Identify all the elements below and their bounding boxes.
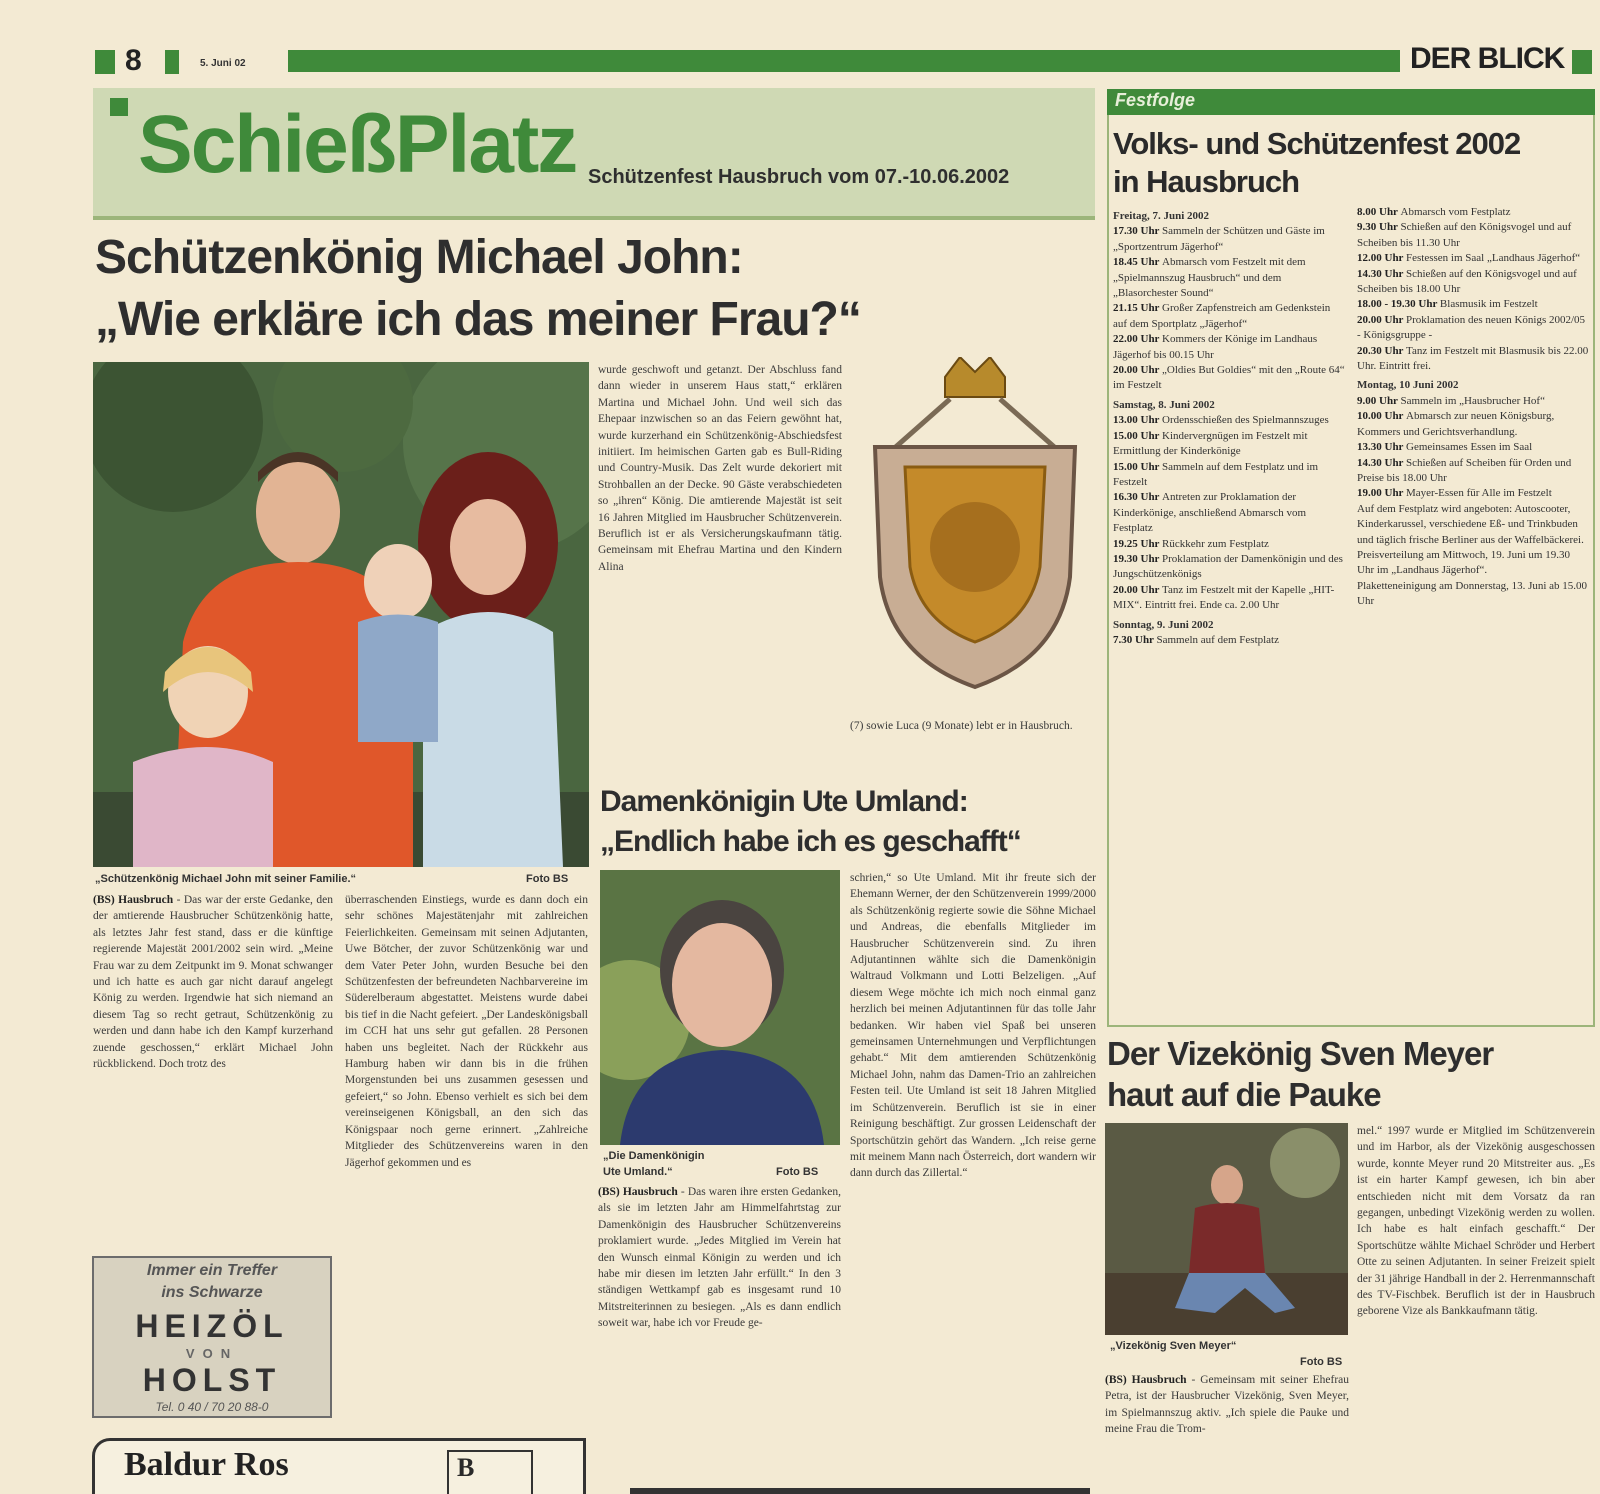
festfolge-entry-time: 9.00 Uhr bbox=[1357, 394, 1401, 407]
festfolge-entry-text: Abmarsch zur neuen Königsburg, Kommers und Gerichtsverhandlung. bbox=[1357, 410, 1555, 438]
festfolge-entry bbox=[1113, 413, 1345, 428]
heizoel-ad-phone: Tel. 0 40 / 70 20 88-0 bbox=[155, 1400, 269, 1414]
main-article-col2: überraschenden Einstiegs, wurde es dann doch ein sehr schönes Majestätenjahr mit zahlreichen Feierlichkeiten. Gemeinsam mit seinen Adjutanten, Uwe Bötcher, der zuvor Schützenkönig war und dem Vater Peter John, wurden Besuche bei den Schützenfesten der befreundeten Nachbarvereine im Süderelberaum abgestattet. Meistens wurde dabei bis tief in die Nacht gefeiert. „Der Landeskönigsball im CCH hat uns sehr gut gefallen. 28 Personen haben uns begleitet. Nach der Rückkehr aus Hamburg haben wir dann bis in die frühen Morgenstunden bei uns zusammen gesessen und gefeiert,“ so John. Ebenso verhielt es sich bei dem vereinseigenen Königsball, an den sich das Königspaar noch gerne erinnert. „Zahlreiche Mitglieder des Schützenvereins waren in den Jägerhof gekommen und es bbox=[345, 894, 588, 1169]
festfolge-entry-time: 14.30 Uhr bbox=[1357, 267, 1406, 280]
festfolge-entry-text: Großer Zapfenstreich am Gedenkstein auf dem Sportplatz „Jägerhof“ bbox=[1113, 302, 1331, 330]
section-title: SchießPlatz bbox=[138, 99, 577, 190]
header-square-left bbox=[95, 50, 115, 74]
festfolge-left-column bbox=[1113, 205, 1345, 1020]
heizoel-ad-line3: HEIZÖL bbox=[135, 1308, 289, 1344]
festfolge-entry bbox=[1113, 552, 1345, 583]
festfolge-entry bbox=[1357, 205, 1589, 220]
festfolge-entry bbox=[1357, 579, 1589, 610]
festfolge-entry-time: 17.30 Uhr bbox=[1113, 225, 1162, 238]
festfolge-entry bbox=[1113, 633, 1345, 648]
ute-photo bbox=[600, 870, 840, 1145]
festfolge-entry-text: Mayer-Essen für Alle im Festzelt bbox=[1406, 487, 1552, 500]
festfolge-day-heading: Sonntag, 9. Juni 2002 bbox=[1113, 618, 1214, 631]
ute-caption-line1: „Die Damenkönigin bbox=[603, 1150, 705, 1162]
festfolge-entry bbox=[1113, 332, 1345, 363]
festfolge-entry bbox=[1357, 267, 1589, 298]
festfolge-entry-text: Sammeln der Schützen und Gäste im „Sportzentrum Jägerhof“ bbox=[1113, 225, 1325, 253]
festfolge-entry-time: 22.00 Uhr bbox=[1113, 333, 1162, 346]
heizoel-ad-line2: ins Schwarze bbox=[161, 1284, 263, 1301]
festfolge-entry-time: 15.00 Uhr bbox=[1113, 429, 1162, 442]
main-headline-line1: Schützenkönig Michael John: bbox=[95, 231, 743, 284]
festfolge-entry-time: 16.30 Uhr bbox=[1113, 491, 1162, 504]
festfolge-entry-time: 21.15 Uhr bbox=[1113, 302, 1162, 315]
ute-article-col2: schrien,“ so Ute Umland. Mit ihr freute sich der Ehemann Werner, der den Schützenverein 1999/2000 als Schützenkönig regierte sowie die Söhne Michael und Andreas, die ebenfalls Mitglieder im Hausbrucher Schützenverein sind. Zu ihren Adjutantinnen wählte sich die Damenkönigin Waltraud Volkmann und Lotti Belzeligen. „Auf diesem Wege möchte ich mich noch einmal ganz herzlich bei meinen Adjutantinnen für das tolle Jahr bedanken. Wir haben viel Spaß bei unseren gemeinsamen Unternehmungen und Verpflichtungen gehabt.“ Mit dem amtierenden Schützenkönig Michael John, nahm das Damen-Trio an zahlreichen Festen teil. Ute Umland ist seit 18 Jahren Mitglied im Schützenverein. Beruflich ist sie in einer Reinigung beschäftigt. Zur grossen Leidenschaft der Sportschützin gehört das Wandern. „Ich reise gerne mit meinem Mann nach Österreich, dort wandern wir dann durch das Zillertal.“ bbox=[850, 872, 1096, 1180]
festfolge-entry-time: 13.30 Uhr bbox=[1357, 441, 1406, 454]
sven-photo bbox=[1105, 1123, 1348, 1335]
festfolge-entry-text: Sammeln auf dem Festplatz und im Festzelt bbox=[1113, 460, 1319, 488]
king-shield-image bbox=[850, 357, 1100, 702]
festfolge-entry bbox=[1357, 344, 1589, 375]
main-article-col1: (BS) Hausbruch - Das war der erste Gedanke, den der amtierende Hausbrucher Schützenkönig hatte, als letztes Jahr fest stand, dass er die künftige regierende Majestät 2001/2002 sein wird. „Meine Frau war zu dem Zeitpunkt im 9. Monat schwanger und ich hatte es auch gar nicht darauf angelegt König zu werden. Irgendwie hat sich niemand an diesem Tag so recht getraut, Schützenkönig zu werden und dann habe ich den Kampf kurzerhand zuende geschossen,“ erklärt Michael John rückblickend. Doch trotz des bbox=[93, 894, 333, 1071]
sven-photo-credit: Foto BS bbox=[1300, 1356, 1343, 1368]
festfolge-entry bbox=[1357, 486, 1589, 501]
issue-date: 5. Juni 02 bbox=[200, 58, 246, 69]
festfolge-entry-time: 20.30 Uhr bbox=[1357, 344, 1406, 357]
heizoel-ad-line1: Immer ein Treffer bbox=[146, 1262, 278, 1279]
festfolge-entry-text: Antreten zur Proklamation der Kinderkönige, anschließend Abmarsch vom Festplatz bbox=[1113, 491, 1307, 535]
festfolge-entry-text: Plaketteneinigung am Donnerstag, 13. Juni ab 15.00 Uhr bbox=[1357, 579, 1588, 608]
festfolge-entry bbox=[1113, 363, 1345, 394]
festfolge-entry bbox=[1357, 440, 1589, 455]
festfolge-entry-time: 20.00 Uhr bbox=[1113, 583, 1162, 596]
festfolge-entry-text: Schießen auf den Königsvogel und auf Scheiben bis 18.00 Uhr bbox=[1357, 267, 1577, 296]
festfolge-right-column bbox=[1357, 205, 1589, 1020]
newspaper-brand: DER BLICK bbox=[1410, 42, 1565, 75]
shield-icon bbox=[850, 357, 1100, 702]
festfolge-entry-text: Kommers der Könige im Landhaus Jägerhof bis 00.15 Uhr bbox=[1113, 333, 1318, 361]
festfolge-entry-text: Tanz im Festzelt mit Blasmusik bis 22.00 Uhr. Eintritt frei. bbox=[1357, 344, 1589, 373]
festfolge-entry-time: 19.30 Uhr bbox=[1113, 552, 1162, 565]
ute-article-col1: (BS) Hausbruch - Das waren ihre ersten Gedanken, als sie im letzten Jahr am Himmelfahrtstag zur Damenkönigin des Hausbrucher Schützenvereins proklamiert wurde. „Jedes Mitglied im Verein hat den Wunsch einmal Königin zu werden und ich habe mir diesen im letzten Jahr erfüllt.“ In den 3 ständigen Wettkampf gab es insgesamt rund 10 Mitstreiterinnen zu besiegen. „Als es dann endlich soweit war, habe ich vor Freude ge- bbox=[598, 1186, 841, 1330]
heizoel-ad-line4: VON bbox=[185, 1346, 239, 1361]
festfolge-tag: Festfolge bbox=[1115, 90, 1196, 110]
festfolge-entry-time: 10.00 Uhr bbox=[1357, 410, 1406, 423]
festfolge-entry-time: 7.30 Uhr bbox=[1113, 633, 1157, 646]
festfolge-entry-text: Rückkehr zum Festplatz bbox=[1162, 537, 1269, 550]
festfolge-day-heading: Freitag, 7. Juni 2002 bbox=[1113, 210, 1210, 222]
bottom-rule bbox=[630, 1488, 1090, 1494]
festfolge-entry-text: Ordensschießen des Spielmannszuges bbox=[1162, 414, 1329, 427]
family-photo-credit: Foto BS bbox=[526, 873, 569, 885]
festfolge-entry bbox=[1113, 460, 1345, 491]
heizoel-ad-line5: HOLST bbox=[142, 1362, 282, 1398]
festfolge-day-heading: Montag, 10 Juni 2002 bbox=[1357, 379, 1459, 392]
festfolge-entry bbox=[1357, 220, 1589, 251]
festfolge-entry bbox=[1113, 224, 1345, 255]
festfolge-entry-text: Festessen im Saal „Landhaus Jägerhof“ bbox=[1406, 252, 1581, 265]
sven-article-col1: (BS) Hausbruch - Gemeinsam mit seiner Ehefrau Petra, ist der Hausbrucher Vizekönig, Sven Meyer, im Spielmannszug aktiv. „Ich spiele die Pauke und meine Frau die Trom- bbox=[1105, 1374, 1349, 1436]
festfolge-entry bbox=[1357, 297, 1589, 312]
festfolge-entry-text: Proklamation der Damenkönigin und des Jungschützenkönigs bbox=[1113, 552, 1343, 581]
festfolge-entry-time: 19.25 Uhr bbox=[1113, 537, 1162, 550]
festfolge-entry-text: Schießen auf den Königsvogel und auf Scheiben bis 11.30 Uhr bbox=[1357, 221, 1572, 249]
festfolge-entry-time: 18.45 Uhr bbox=[1113, 256, 1162, 269]
sven-article-col2: mel.“ 1997 wurde er Mitglied im Schützenverein und im Harbor, als der Vizekönig ausgeschossen wurde, konnte Meyer rund 20 Mitstreiter aus. „Es ist ein harter Kampf gewesen, ich bin aber entschieden nicht mit dem Vorsatz da ran gegangen, unbedingt Vizekönig werden zu wollen. Ich habe es halt einfach geschafft.“ Der Sportschütze wählte Michael Schröder und Herbert Otte zu seinen Adjutanten. In seiner Freizeit spielt der 31 jährige Handball in der 2. Herrenmannschaft des TV-Fischbek. Beruflich ist der in Hausbruch geborene Vize als Bankkaufmann tätig. bbox=[1357, 1125, 1595, 1318]
festfolge-entry-time: 13.00 Uhr bbox=[1113, 414, 1162, 427]
festfolge-title-line1: Volks- und Schützenfest 2002 bbox=[1113, 126, 1521, 161]
festfolge-entry-text: Abmarsch vom Festplatz bbox=[1400, 206, 1511, 218]
festfolge-entry bbox=[1113, 537, 1345, 552]
festfolge-entry-text: Tanz im Festzelt mit der Kapelle „HIT-MIX“. Eintritt frei. Ende ca. 2.00 Uhr bbox=[1113, 583, 1335, 612]
festfolge-entry-text: Sammeln im „Hausbrucher Hof“ bbox=[1400, 394, 1545, 407]
festfolge-entry-text: Abmarsch vom Festzelt mit dem „Spielmannszug Hausbruch“ und dem „Blasorchester Sound“ bbox=[1113, 256, 1306, 300]
festfolge-entry bbox=[1357, 502, 1589, 548]
festfolge-entry-time: 9.30 Uhr bbox=[1357, 221, 1401, 234]
section-subtitle: Schützenfest Hausbruch vom 07.-10.06.2002 bbox=[588, 166, 1010, 188]
ute-caption-line2: Ute Umland.“ bbox=[603, 1166, 673, 1178]
festfolge-entry-text: Proklamation des neuen Königs 2002/05 - Königsgruppe - bbox=[1357, 313, 1586, 342]
festfolge-entry bbox=[1113, 301, 1345, 332]
festfolge-entry-text: Gemeinsames Essen im Saal bbox=[1406, 441, 1533, 454]
header-green-bar bbox=[288, 50, 1400, 72]
festfolge-entry-text: Schießen auf Scheiben für Orden und Preise bis 18.00 Uhr bbox=[1357, 456, 1572, 484]
festfolge-entry bbox=[1113, 583, 1345, 614]
family-photo bbox=[93, 362, 589, 867]
header-square-right bbox=[1572, 50, 1592, 74]
family-photo-caption: „Schützenkönig Michael John mit seiner Familie.“ bbox=[95, 873, 356, 885]
sven-photo-caption: „Vizekönig Sven Meyer“ bbox=[1110, 1340, 1237, 1352]
festfolge-entry-text: Preisverteilung am Mittwoch, 19. Juni um 19.30 Uhr im „Landhaus Jägerhof“. bbox=[1357, 548, 1570, 577]
main-headline-line2: „Wie erkläre ich das meiner Frau?“ bbox=[95, 293, 861, 346]
ute-photo-credit: Foto BS bbox=[776, 1166, 819, 1178]
festfolge-entry-time: 18.00 - 19.30 Uhr bbox=[1357, 298, 1440, 311]
festfolge-title-line2: in Hausbruch bbox=[1113, 164, 1300, 199]
banner-square bbox=[110, 98, 128, 116]
header-square-mid bbox=[165, 50, 179, 74]
page-number: 8 bbox=[125, 44, 142, 77]
festfolge-entry-time: 15.00 Uhr bbox=[1113, 460, 1162, 473]
festfolge-entry bbox=[1113, 429, 1345, 460]
festfolge-entry-time: 20.00 Uhr bbox=[1357, 313, 1406, 326]
festfolge-entry-text: Blasmusik im Festzelt bbox=[1439, 298, 1538, 311]
festfolge-entry-text: Kindervergnügen im Festzelt mit Ermittlung der Kinderkönige bbox=[1113, 429, 1308, 458]
main-article-col3: wurde geschwoft und getanzt. Der Abschluss fand dann wieder in unserem Haus statt,“ erklären Martina und Michael John. Und weil sich das Ehepaar inzwischen so an das Feiern gewöhnt hat, wurde kurzerhand ein Schützenkönig-Abschiedsfest initiiert. Im heimischen Garten gab es Bull-Riding und Country-Musik. Das Zelt wurde dekoriert mit Strohballen an der Decke. 90 Gäste verabschiedeten so „ihren“ König. Die amtierende Majestät ist seit 16 Jahren Mitglied im Hausbrucher Schützenverein. Beruflich ist er als Versicherungskaufmann tätig. Gemeinsam mit Ehefrau Martina und den Kindern Alina bbox=[598, 364, 842, 573]
festfolge-entry-text: Auf dem Festplatz wird angeboten: Autoscooter, Kinderkarussel, verschiedene Eß- und Trinkbuden und täglich frische Berliner aus der Waffelbäckerei. bbox=[1357, 502, 1584, 546]
festfolge-entry-time: 14.30 Uhr bbox=[1357, 456, 1406, 469]
ute-headline-line1: Damenkönigin Ute Umland: bbox=[600, 785, 968, 818]
sven-headline-line1: Der Vizekönig Sven Meyer bbox=[1107, 1035, 1494, 1072]
festfolge-entry-time: 8.00 Uhr bbox=[1357, 206, 1401, 218]
sven-photo-illustration bbox=[1105, 1123, 1348, 1335]
festfolge-entry-time: 12.00 Uhr bbox=[1357, 252, 1406, 265]
festfolge-entry bbox=[1113, 255, 1345, 301]
baldur-ros-name: Baldur Ros bbox=[124, 1446, 289, 1483]
festfolge-entry bbox=[1357, 409, 1589, 440]
festfolge-entry bbox=[1113, 490, 1345, 536]
festfolge-entry-text: „Oldies But Goldies“ mit den „Route 64“ im Festzelt bbox=[1113, 364, 1345, 392]
ute-photo-illustration bbox=[600, 870, 840, 1145]
main-article-col4: (7) sowie Luca (9 Monate) lebt er in Hausbruch. bbox=[850, 720, 1073, 732]
festfolge-entry bbox=[1357, 251, 1589, 266]
baldur-ros-logo: B bbox=[447, 1450, 533, 1494]
festfolge-entry-text: Sammeln auf dem Festplatz bbox=[1156, 633, 1279, 646]
sven-headline-line2: haut auf die Pauke bbox=[1107, 1076, 1381, 1113]
festfolge-entry-time: 19.00 Uhr bbox=[1357, 487, 1406, 500]
ute-headline-line2: „Endlich habe ich es geschafft“ bbox=[600, 825, 1021, 858]
festfolge-title bbox=[1113, 125, 1520, 201]
festfolge-entry bbox=[1357, 394, 1589, 409]
festfolge-day-heading: Samstag, 8. Juni 2002 bbox=[1113, 398, 1215, 411]
festfolge-entry-time: 20.00 Uhr bbox=[1113, 364, 1162, 377]
festfolge-entry bbox=[1357, 456, 1589, 487]
festfolge-entry bbox=[1357, 548, 1589, 579]
festfolge-entry bbox=[1357, 313, 1589, 344]
family-photo-illustration bbox=[93, 362, 589, 867]
